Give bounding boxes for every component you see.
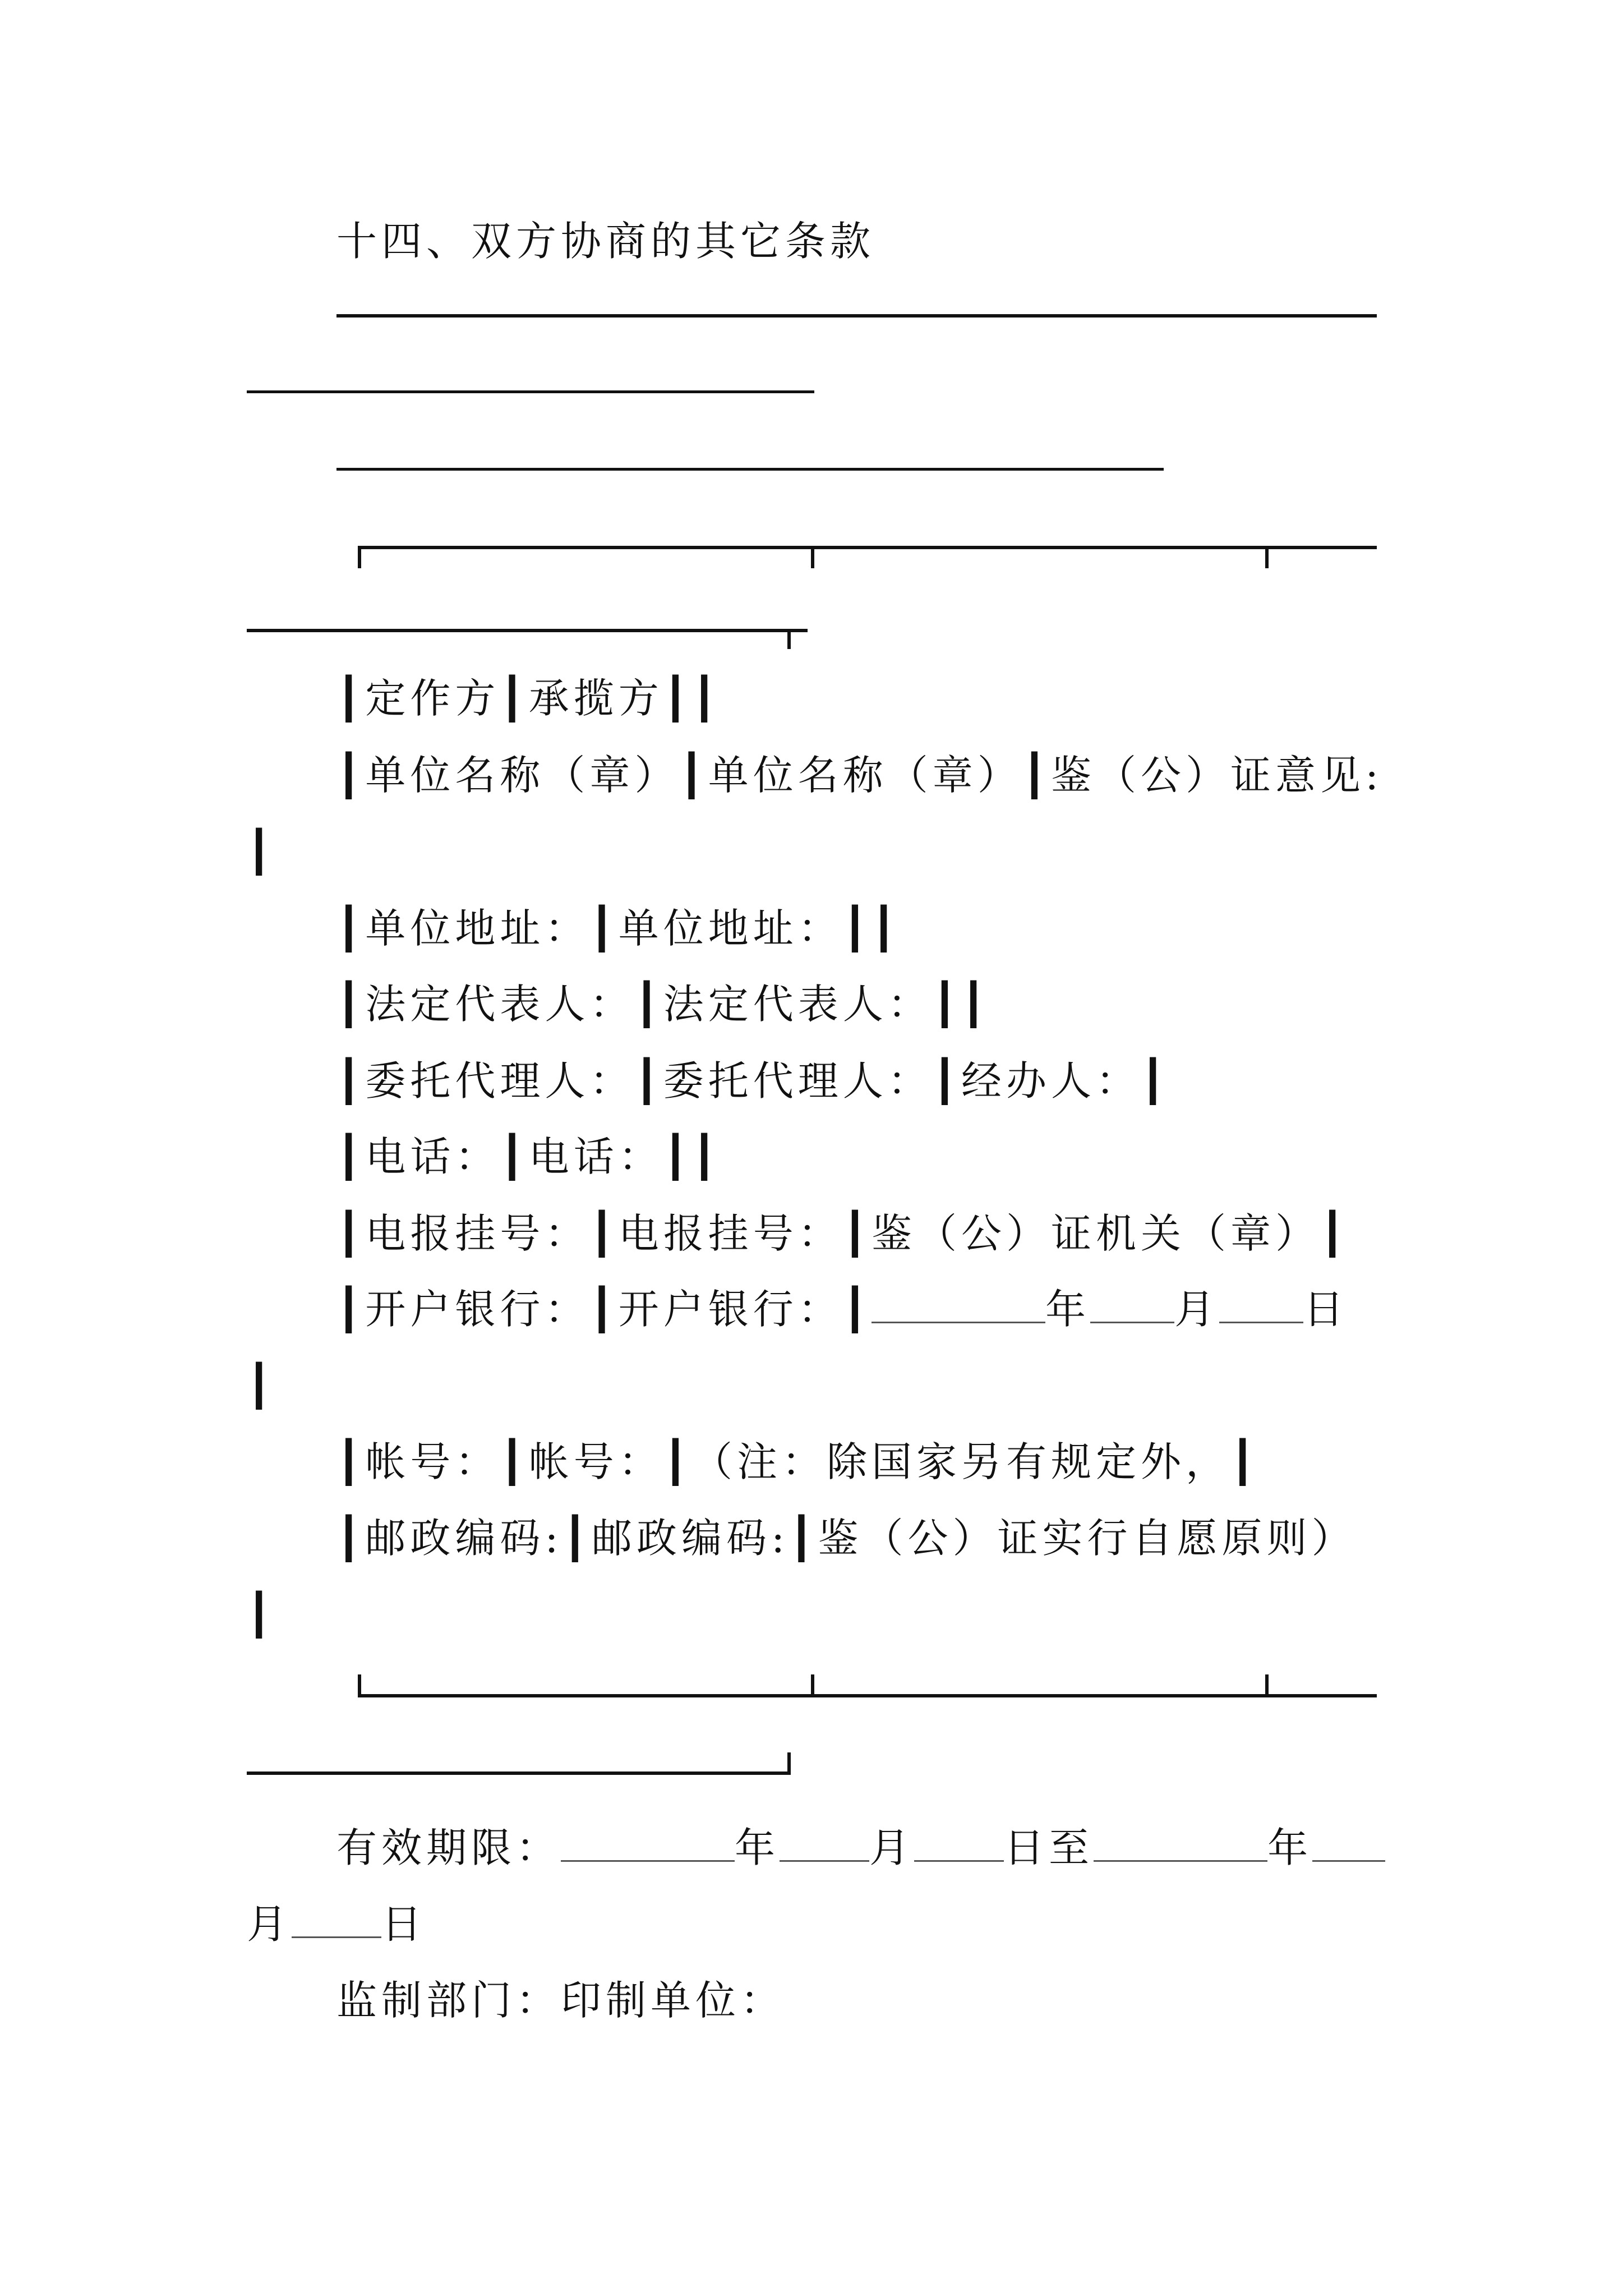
section-heading: 十四、双方协商的其它条款 xyxy=(336,218,875,265)
validity-month-blank xyxy=(780,1823,869,1862)
validity-day2-blank xyxy=(292,1899,381,1938)
validity-year-blank xyxy=(561,1823,735,1862)
blank-line xyxy=(336,468,1164,471)
table-row: ┃电报挂号：┃电报挂号：┃鉴（公）证机关（章）┃ xyxy=(336,1210,1349,1257)
date-day-label: 日 xyxy=(1303,1286,1349,1333)
table-row: ┃委托代理人：┃委托代理人：┃经办人：┃ xyxy=(336,1057,1170,1105)
date-month-label: 月 xyxy=(1174,1286,1220,1333)
table-row-wrap: ┃ xyxy=(247,1362,276,1409)
footer-label: 监制部门：印制单位： xyxy=(336,1977,786,2024)
validity-day-blank xyxy=(914,1823,1004,1862)
date-day-blank xyxy=(1219,1285,1303,1323)
blank-line xyxy=(336,314,1377,318)
validity-year2-blank xyxy=(1094,1823,1267,1862)
validity-year2-label: 年 xyxy=(1267,1824,1313,1871)
validity-day2-label: 日 xyxy=(381,1901,427,1948)
validity-month2-label: 月 xyxy=(247,1901,292,1948)
date-year-label: 年 xyxy=(1045,1286,1091,1333)
validity-label: 有效期限： xyxy=(336,1824,561,1871)
validity-month2-blank xyxy=(1312,1823,1385,1862)
validity-month-label: 月 xyxy=(869,1824,915,1871)
bank-row-text: ┃开户银行：┃开户银行：┃ xyxy=(336,1286,872,1333)
table-row xyxy=(336,1281,1348,1337)
table-row-wrap: ┃ xyxy=(247,1591,276,1638)
table-row: ┃单位名称（章）┃单位名称（章）┃鉴（公）证意见: xyxy=(336,752,1384,799)
table-row-wrap: ┃ xyxy=(247,828,276,875)
validity-line-wrap xyxy=(247,1896,426,1952)
table-row: ┃定作方┃承揽方┃┃ xyxy=(336,675,721,722)
table-row: ┃电话：┃电话：┃┃ xyxy=(336,1133,721,1180)
validity-year-label: 年 xyxy=(735,1824,780,1871)
date-month-blank xyxy=(1090,1285,1174,1323)
table-row: ┃邮政编码:┃邮政编码:┃鉴（公）证实行自愿原则） xyxy=(336,1515,1357,1562)
validity-line xyxy=(336,1820,1385,1876)
table-row: ┃单位地址：┃单位地址：┃┃ xyxy=(336,905,901,952)
date-year-blank xyxy=(872,1285,1045,1323)
table-row: ┃法定代表人：┃法定代表人：┃┃ xyxy=(336,981,990,1028)
validity-day-to-label: 日至 xyxy=(1004,1824,1094,1871)
blank-line xyxy=(247,390,814,393)
table-row: ┃帐号：┃帐号：┃（注：除国家另有规定外，┃ xyxy=(336,1438,1260,1485)
